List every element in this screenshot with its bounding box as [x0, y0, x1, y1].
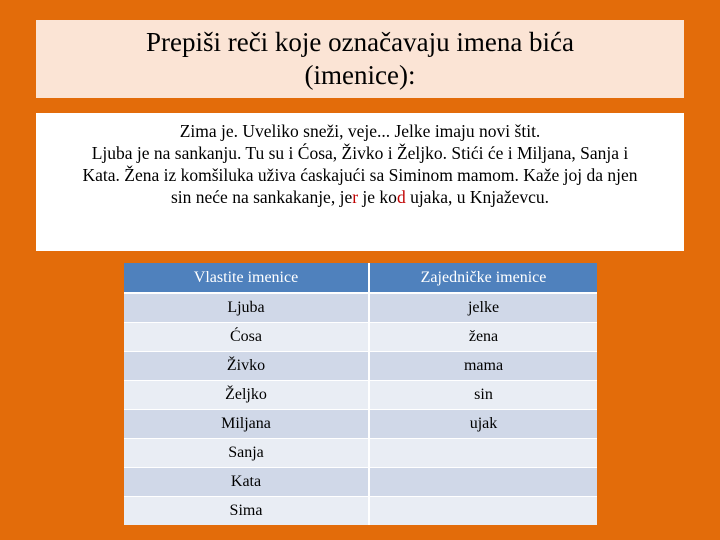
story-line-4-part-e: ujaka, u Knjaževcu. [405, 187, 550, 207]
page-title [146, 26, 574, 92]
proper-noun-cell: Živko [124, 352, 369, 381]
table-row [124, 410, 597, 439]
common-noun-cell [369, 497, 597, 526]
title-line-1: Prepiši reči koje označavaju imena bića [145, 27, 575, 57]
common-noun-cell: jelke [369, 293, 597, 323]
table-row [124, 381, 597, 410]
story-line-4 [36, 186, 684, 208]
common-noun-cell [369, 439, 597, 468]
table-row [124, 352, 597, 381]
common-noun-cell: sin [369, 381, 597, 410]
proper-noun-cell: Sima [124, 497, 369, 526]
proper-noun-cell: Ćosa [124, 323, 369, 352]
story-line-1: Zima je. Uveliko sneži, veje... Jelke imaju novi štit. [179, 121, 541, 141]
header-common-nouns: Zajedničke imenice [369, 263, 597, 293]
story-highlight-r: r [352, 187, 359, 207]
story-line-2: Ljuba je na sankanju. Tu su i Ćosa, Živko i Željko. Stići će i Miljana, Sanja i [91, 143, 629, 163]
story-line-4-part-a: sin neće na sankakanje, je [170, 187, 353, 207]
table-row [124, 323, 597, 352]
proper-noun-cell: Kata [124, 468, 369, 497]
story-line-4-part-c: je ko [358, 187, 397, 207]
common-noun-cell: ujak [369, 410, 597, 439]
common-noun-cell: žena [369, 323, 597, 352]
story-highlight-d: d [396, 187, 406, 207]
proper-noun-cell: Ljuba [124, 293, 369, 323]
table-row [124, 497, 597, 526]
proper-noun-cell: Sanja [124, 439, 369, 468]
nouns-table [124, 263, 597, 525]
proper-noun-cell: Miljana [124, 410, 369, 439]
table-header-row [124, 263, 597, 293]
header-proper-nouns: Vlastite imenice [124, 263, 369, 293]
story-text-box [36, 113, 684, 251]
common-noun-cell: mama [369, 352, 597, 381]
table-row [124, 439, 597, 468]
table-row [124, 293, 597, 323]
table-row [124, 468, 597, 497]
common-noun-cell [369, 468, 597, 497]
proper-noun-cell: Željko [124, 381, 369, 410]
story-line-3: Kata. Žena iz komšiluka uživa ćaskajući sa Siminom mamom. Kaže joj da njen [82, 165, 638, 185]
title-line-2: (imenice): [304, 60, 416, 90]
title-box [36, 20, 684, 98]
